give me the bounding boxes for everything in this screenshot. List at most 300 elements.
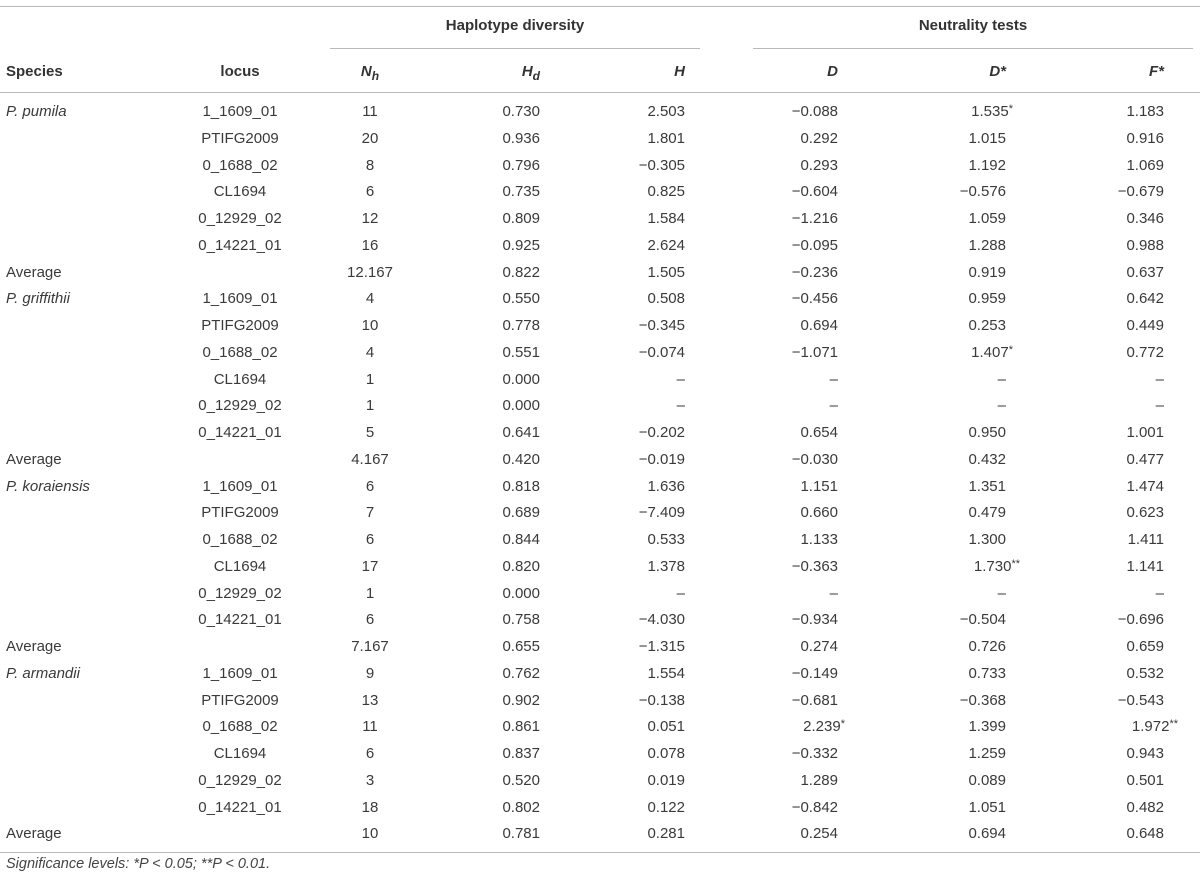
group-header-haplotype: Haplotype diversity: [445, 17, 585, 34]
cell-nh-value: 6: [365, 477, 375, 495]
cell-d: [740, 396, 838, 417]
cell-dstar: [900, 824, 1006, 845]
cell-h: [585, 824, 685, 844]
col-header-hd: [440, 62, 540, 86]
cell-nh-value: 1: [365, 584, 375, 602]
cell-species: [6, 263, 166, 283]
cell-locus-value: 0_12929_02: [198, 397, 282, 415]
cell-locus: [170, 102, 310, 122]
cell-dstar: [900, 156, 1006, 177]
cell-dstar-value: 1.351: [968, 477, 1006, 495]
cell-nh-value: 6: [365, 611, 375, 629]
cell-nh: [330, 263, 410, 283]
cell-dstar-value: 1.288: [968, 236, 1006, 254]
cell-h: [585, 610, 685, 630]
cell-d-value: –: [829, 584, 838, 602]
cell-fstar-value: 0.916: [1126, 129, 1164, 147]
cell-locus-value: 0_14221_01: [198, 611, 282, 629]
cell-dstar-value: 0.089: [968, 771, 1006, 789]
cell-h-value: 0.533: [647, 531, 685, 548]
cell-d-value: −0.456: [791, 290, 838, 308]
cell-fstar: [1060, 156, 1164, 177]
cell-locus-value: 0_12929_02: [198, 584, 282, 602]
cell-h-value: 0.122: [647, 798, 685, 816]
col-header-locus: locus: [220, 63, 260, 80]
cell-dstar-value: 1.015: [968, 129, 1006, 147]
cell-hd-value: 0.902: [502, 691, 540, 709]
cell-hd: [440, 423, 540, 443]
cell-d-value: 1.289: [800, 771, 838, 789]
cell-dstar: [900, 744, 1006, 765]
cell-d-value: 1.133: [800, 531, 838, 548]
cell-dstar: [900, 289, 1006, 310]
cell-dstar-value: 0.432: [968, 450, 1006, 468]
cell-locus: [170, 557, 310, 577]
cell-fstar-value: 1.001: [1126, 424, 1164, 441]
cell-d: [740, 530, 838, 551]
cell-h-value: 0.508: [647, 290, 685, 308]
cell-dstar-value: −0.504: [959, 611, 1006, 629]
cell-h: [585, 316, 685, 336]
cell-nh: [330, 691, 410, 711]
cell-locus-value: CL1694: [213, 370, 267, 388]
cell-fstar: [1060, 477, 1164, 498]
cell-d: [740, 102, 838, 123]
cell-hd-value: 0.689: [502, 504, 540, 522]
cell-hd: [440, 744, 540, 764]
cell-fstar-value: 0.346: [1126, 210, 1164, 227]
cell-fstar-value: –: [1155, 397, 1164, 415]
cell-h: [585, 102, 685, 122]
cell-dstar-value: 0.959: [968, 290, 1006, 308]
col-header-nh-base: N: [360, 63, 372, 80]
cell-locus: [170, 209, 310, 229]
cell-locus-value: 0_14221_01: [198, 798, 282, 816]
cell-hd-value: 0.730: [502, 103, 540, 120]
cell-dstar: [900, 477, 1006, 498]
cell-hd: [440, 691, 540, 711]
cell-d-value: −0.095: [791, 236, 838, 254]
cell-dstar: [900, 664, 1006, 685]
cell-h-value: 2.624: [647, 236, 685, 254]
cell-h: [585, 637, 685, 657]
cell-locus-value: PTIFG2009: [201, 504, 279, 522]
cell-h-value: −0.345: [638, 317, 685, 334]
cell-h: [585, 343, 685, 363]
group-rule-neutrality: [753, 48, 1193, 49]
cell-fstar: [1060, 396, 1164, 417]
group-rule-haplotype: [330, 48, 700, 49]
cell-d-value: −0.030: [791, 450, 838, 468]
cell-species: [6, 824, 166, 844]
cell-d: [740, 209, 838, 230]
cell-h: [585, 691, 685, 711]
cell-locus: [170, 664, 310, 684]
group-header-neutrality: Neutrality tests: [918, 17, 1028, 34]
cell-nh: [330, 423, 410, 443]
cell-nh-value: 17: [361, 557, 379, 575]
cell-fstar-value: −0.543: [1117, 691, 1164, 709]
cell-species-value: P. pumila: [6, 103, 67, 120]
cell-h: [585, 717, 685, 737]
cell-fstar: [1060, 610, 1164, 631]
cell-locus: [170, 423, 310, 443]
cell-fstar-value: 0.648: [1126, 825, 1164, 843]
cell-nh: [330, 182, 410, 202]
cell-hd-value: 0.758: [502, 611, 540, 629]
cell-d: [740, 824, 838, 845]
cell-d-value: −0.842: [791, 798, 838, 816]
cell-h-value: 0.281: [647, 825, 685, 843]
cell-hd-value: 0.820: [502, 557, 540, 575]
cell-nh: [330, 798, 410, 818]
cell-locus: [170, 289, 310, 309]
cell-nh-value: 12: [361, 210, 379, 227]
cell-fstar-value: 0.477: [1126, 450, 1164, 468]
cell-hd-value: 0.762: [502, 664, 540, 682]
cell-dstar-value: 0.919: [968, 263, 1006, 281]
cell-fstar: [1060, 236, 1164, 257]
cell-h-value: 1.636: [647, 477, 685, 495]
cell-d-value: −0.363: [791, 557, 838, 575]
cell-h: [585, 450, 685, 470]
cell-fstar-value: −0.679: [1117, 183, 1164, 201]
cell-hd-value: 0.822: [502, 263, 540, 281]
cell-d: [740, 316, 838, 337]
cell-hd: [440, 450, 540, 470]
cell-d: [740, 450, 838, 471]
cell-dstar-value: 1.059: [968, 210, 1006, 227]
cell-fstar: [1060, 316, 1164, 337]
cell-dstar: [900, 717, 1006, 738]
cell-hd: [440, 637, 540, 657]
cell-fstar: [1060, 530, 1164, 551]
cell-hd-value: 0.641: [502, 424, 540, 441]
cell-nh: [330, 771, 410, 791]
cell-nh: [330, 584, 410, 604]
cell-locus: [170, 129, 310, 149]
cell-d: [740, 584, 838, 605]
cell-dstar: [900, 584, 1006, 605]
cell-nh: [330, 824, 410, 844]
cell-locus-value: 0_1688_02: [202, 343, 278, 361]
cell-fstar-value: 0.943: [1126, 745, 1164, 762]
cell-nh-value: 3: [365, 771, 375, 789]
significance-mark: *: [1008, 343, 1013, 356]
col-header-nh-sub: h: [371, 69, 380, 83]
cell-locus: [170, 396, 310, 416]
cell-nh: [330, 557, 410, 577]
cell-nh-value: 1: [365, 397, 375, 415]
cell-nh: [330, 503, 410, 523]
cell-locus-value: 0_14221_01: [198, 424, 282, 441]
cell-nh-value: 6: [365, 183, 375, 201]
cell-fstar-value: 1.069: [1126, 156, 1164, 174]
cell-fstar-value: 1.474: [1126, 477, 1164, 495]
cell-dstar: [900, 236, 1006, 257]
cell-dstar-value: –: [997, 397, 1006, 415]
cell-fstar: [1060, 370, 1164, 391]
cell-nh-value: 7.167: [351, 638, 389, 655]
cell-fstar: [1060, 182, 1164, 203]
cell-h: [585, 530, 685, 550]
cell-hd-value: 0.655: [502, 638, 540, 655]
cell-d: [740, 691, 838, 712]
cell-locus: [170, 744, 310, 764]
cell-fstar: [1060, 771, 1164, 792]
cell-d: [740, 423, 838, 444]
cell-fstar-value: 1.141: [1126, 557, 1164, 575]
cell-locus: [170, 316, 310, 336]
cell-locus: [170, 156, 310, 176]
cell-d-value: −0.088: [791, 103, 838, 120]
cell-hd-value: 0.551: [502, 343, 540, 361]
cell-locus-value: 1_1609_01: [202, 477, 278, 495]
cell-fstar: [1060, 557, 1164, 578]
cell-d-value: −0.149: [791, 664, 838, 682]
cell-hd: [440, 530, 540, 550]
cell-h: [585, 771, 685, 791]
cell-nh-value: 4: [365, 290, 375, 308]
cell-fstar-value: 0.642: [1126, 290, 1164, 308]
cell-h-value: −0.074: [638, 343, 685, 361]
cell-nh-value: 12.167: [347, 263, 393, 281]
cell-species-value: Average: [6, 450, 62, 468]
cell-dstar: [900, 798, 1006, 819]
cell-dstar: [900, 209, 1006, 230]
cell-h: [585, 182, 685, 202]
cell-locus-value: PTIFG2009: [201, 129, 279, 147]
cell-dstar: [900, 370, 1006, 391]
cell-fstar: [1060, 423, 1164, 444]
cell-d-value: –: [829, 397, 838, 415]
cell-fstar: [1060, 343, 1164, 364]
cell-nh-value: 4.167: [351, 450, 389, 468]
cell-h-value: 0.019: [647, 771, 685, 789]
cell-fstar: [1060, 824, 1164, 845]
cell-dstar-value: –: [997, 370, 1006, 388]
cell-fstar-value: 0.532: [1126, 664, 1164, 682]
cell-locus: [170, 236, 310, 256]
cell-locus: [170, 503, 310, 523]
cell-nh: [330, 744, 410, 764]
cell-h-value: –: [676, 397, 685, 415]
cell-fstar: [1060, 263, 1164, 284]
cell-hd: [440, 798, 540, 818]
cell-h-value: −0.305: [638, 156, 685, 174]
cell-hd-value: 0.520: [502, 771, 540, 789]
cell-hd-value: 0.000: [502, 584, 540, 602]
cell-nh: [330, 477, 410, 497]
cell-locus-value: CL1694: [213, 745, 267, 762]
cell-locus: [170, 343, 310, 363]
cell-d: [740, 156, 838, 177]
cell-nh: [330, 637, 410, 657]
cell-species-value: P. griffithii: [6, 290, 70, 308]
cell-nh: [330, 450, 410, 470]
cell-nh: [330, 396, 410, 416]
cell-h-value: –: [676, 584, 685, 602]
cell-hd-value: 0.925: [502, 236, 540, 254]
cell-nh-value: 18: [361, 798, 379, 816]
cell-h: [585, 156, 685, 176]
cell-d: [740, 717, 845, 738]
cell-fstar-value: 0.659: [1126, 638, 1164, 655]
cell-species: [6, 664, 166, 684]
cell-dstar: [900, 771, 1006, 792]
cell-fstar-value: −0.696: [1117, 611, 1164, 629]
cell-hd: [440, 182, 540, 202]
cell-dstar-value: 0.726: [968, 638, 1006, 655]
col-header-dstar: D*: [989, 63, 1006, 80]
cell-fstar: [1060, 637, 1164, 658]
cell-dstar: [900, 530, 1006, 551]
cell-fstar-value: 1.411: [1127, 531, 1164, 548]
cell-h-value: 1.378: [647, 557, 685, 575]
cell-d-value: −0.604: [791, 183, 838, 201]
cell-d-value: 0.694: [800, 317, 838, 334]
cell-h-value: –: [676, 370, 685, 388]
cell-fstar: [1060, 102, 1164, 123]
cell-d-value: 0.293: [800, 156, 838, 174]
cell-dstar-value: 1.535: [971, 103, 1009, 120]
cell-hd: [440, 396, 540, 416]
cell-locus-value: 1_1609_01: [202, 290, 278, 308]
cell-d-value: −1.216: [791, 210, 838, 227]
cell-hd-value: 0.818: [502, 477, 540, 495]
cell-d: [740, 798, 838, 819]
cell-hd-value: 0.420: [502, 450, 540, 468]
cell-dstar: [900, 450, 1006, 471]
cell-locus-value: 0_14221_01: [198, 236, 282, 254]
cell-d: [740, 289, 838, 310]
cell-hd-value: 0.000: [502, 370, 540, 388]
cell-dstar-value: 1.407: [971, 343, 1009, 361]
cell-dstar: [900, 316, 1006, 337]
cell-h: [585, 263, 685, 283]
cell-d: [740, 343, 838, 364]
cell-h: [585, 798, 685, 818]
cell-h: [585, 129, 685, 149]
cell-nh-value: 5: [365, 424, 375, 441]
cell-d: [740, 637, 838, 658]
cell-nh: [330, 610, 410, 630]
cell-locus: [170, 370, 310, 390]
cell-dstar-value: 1.051: [968, 798, 1006, 816]
cell-d: [740, 664, 838, 685]
cell-d: [740, 744, 838, 765]
cell-fstar-value: 1.183: [1126, 103, 1164, 120]
cell-dstar-value: −0.576: [959, 183, 1006, 201]
cell-h-value: −4.030: [638, 611, 685, 629]
cell-hd: [440, 289, 540, 309]
cell-fstar-value: 0.637: [1126, 263, 1164, 281]
cell-fstar: [1060, 129, 1164, 150]
cell-fstar-value: 0.449: [1126, 317, 1164, 334]
cell-h: [585, 557, 685, 577]
cell-hd: [440, 129, 540, 149]
cell-fstar: [1060, 503, 1164, 524]
cell-h: [585, 236, 685, 256]
cell-hd-value: 0.778: [502, 317, 540, 334]
cell-hd: [440, 664, 540, 684]
cell-species-value: Average: [6, 638, 62, 655]
cell-dstar-value: 1.399: [968, 718, 1006, 736]
cell-locus-value: 1_1609_01: [202, 664, 278, 682]
cell-h: [585, 744, 685, 764]
cell-d: [740, 477, 838, 498]
cell-locus-value: 0_12929_02: [198, 210, 282, 227]
cell-d: [740, 263, 838, 284]
cell-h: [585, 289, 685, 309]
cell-nh: [330, 236, 410, 256]
cell-h-value: −1.315: [638, 638, 685, 655]
cell-nh: [330, 343, 410, 363]
footnote: Significance levels: *P < 0.05; **P < 0.01.: [6, 856, 271, 872]
cell-hd: [440, 503, 540, 523]
cell-locus-value: CL1694: [213, 183, 267, 201]
cell-d-value: −0.934: [791, 611, 838, 629]
cell-dstar: [900, 557, 1020, 578]
cell-dstar: [900, 343, 1013, 364]
cell-hd-value: 0.802: [502, 798, 540, 816]
cell-hd: [440, 263, 540, 283]
cell-nh: [330, 102, 410, 122]
cell-fstar: [1060, 744, 1164, 765]
top-rule: [0, 6, 1200, 7]
cell-d-value: 0.274: [800, 638, 838, 655]
cell-hd-value: 0.936: [502, 129, 540, 147]
cell-d-value: –: [829, 370, 838, 388]
cell-fstar: [1060, 798, 1164, 819]
cell-locus: [170, 584, 310, 604]
cell-dstar-value: 1.192: [968, 156, 1006, 174]
cell-species-value: P. armandii: [6, 664, 80, 682]
cell-fstar: [1060, 450, 1164, 471]
cell-h-value: 1.584: [647, 210, 685, 227]
header-rule: [0, 92, 1200, 93]
significance-mark: *: [840, 718, 845, 731]
cell-species: [6, 637, 166, 657]
cell-nh-value: 11: [362, 718, 378, 736]
cell-hd-value: 0.781: [502, 825, 540, 843]
cell-h-value: −0.202: [638, 424, 685, 441]
cell-nh: [330, 129, 410, 149]
cell-dstar: [900, 396, 1006, 417]
cell-fstar: [1060, 584, 1164, 605]
cell-hd: [440, 343, 540, 363]
cell-d: [740, 236, 838, 257]
cell-nh-value: 1: [365, 370, 375, 388]
col-header-species: Species: [6, 63, 63, 80]
significance-mark: **: [1169, 718, 1178, 731]
cell-hd-value: 0.000: [502, 397, 540, 415]
cell-d: [740, 557, 838, 578]
col-header-fstar: F*: [1149, 63, 1164, 80]
cell-dstar-value: 0.694: [968, 825, 1006, 843]
cell-locus-value: PTIFG2009: [201, 317, 279, 334]
col-header-h: H: [674, 63, 685, 80]
cell-locus-value: 1_1609_01: [202, 103, 278, 120]
cell-fstar: [1060, 717, 1178, 738]
cell-hd: [440, 156, 540, 176]
cell-locus: [170, 798, 310, 818]
cell-dstar-value: −0.368: [959, 691, 1006, 709]
cell-nh: [330, 664, 410, 684]
cell-hd: [440, 717, 540, 737]
cell-hd: [440, 477, 540, 497]
cell-dstar: [900, 637, 1006, 658]
